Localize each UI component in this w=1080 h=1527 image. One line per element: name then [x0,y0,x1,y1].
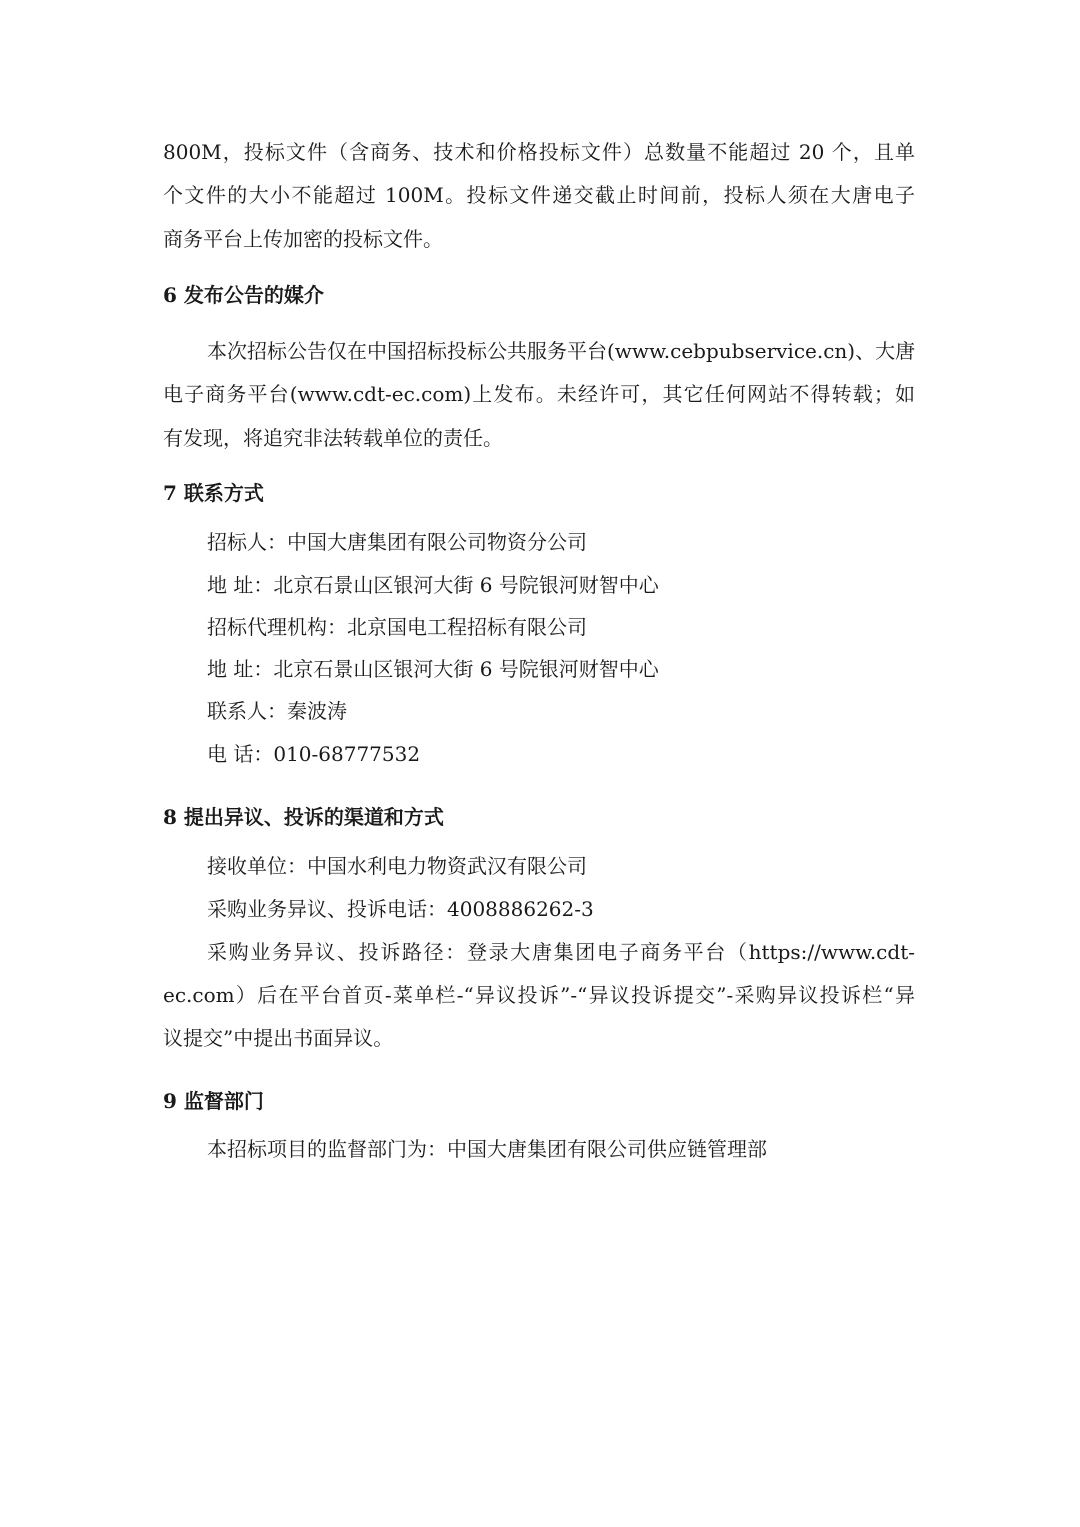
section-9-heading: 9 监督部门 [163,1089,264,1113]
section-6-heading: 6 发布公告的媒介 [163,283,324,307]
receiver-line: 接收单位：中国水利电力物资武汉有限公司 [207,854,587,878]
upload-paragraph-line-2: 个文件的大小不能超过 100M。投标文件递交截止时间前，投标人须在大唐电子 [163,183,915,207]
complaint-path-line-3: 议提交”中提出书面异议。 [163,1026,394,1050]
upload-paragraph-line-3: 商务平台上传加密的投标文件。 [163,227,443,251]
agency-line: 招标代理机构：北京国电工程招标有限公司 [207,615,587,639]
complaint-path-line-2: ec.com）后在平台首页-菜单栏-“异议投诉”-“异议投诉提交”-采购异议投诉栏“异 [163,983,915,1007]
agency-address-line: 地 址：北京石景山区银河大街 6 号院银河财智中心 [207,657,659,681]
phone-line: 电 话：010-68777532 [207,742,421,766]
complaint-path-line-1: 采购业务异议、投诉路径：登录大唐集团电子商务平台（https://www.cdt- [207,940,915,964]
tenderer-line: 招标人：中国大唐集团有限公司物资分公司 [207,530,587,554]
section-7-heading: 7 联系方式 [163,481,264,505]
section-6-line-3: 有发现，将追究非法转载单位的责任。 [163,426,503,450]
section-6-line-1: 本次招标公告仅在中国招标投标公共服务平台(www.cebpubservice.cn)、大唐 [207,339,916,363]
hotline-line: 采购业务异议、投诉电话：4008886262-3 [207,897,594,921]
section-8-heading: 8 提出异议、投诉的渠道和方式 [163,805,444,829]
contact-person-line: 联系人：秦波涛 [207,699,347,723]
supervision-line: 本招标项目的监督部门为：中国大唐集团有限公司供应链管理部 [207,1137,767,1161]
upload-paragraph-line-1: 800M，投标文件（含商务、技术和价格投标文件）总数量不能超过 20 个，且单 [163,140,915,164]
tenderer-address-line: 地 址：北京石景山区银河大街 6 号院银河财智中心 [207,573,659,597]
section-6-line-2: 电子商务平台(www.cdt-ec.com)上发布。未经许可，其它任何网站不得转载；如 [163,382,915,406]
